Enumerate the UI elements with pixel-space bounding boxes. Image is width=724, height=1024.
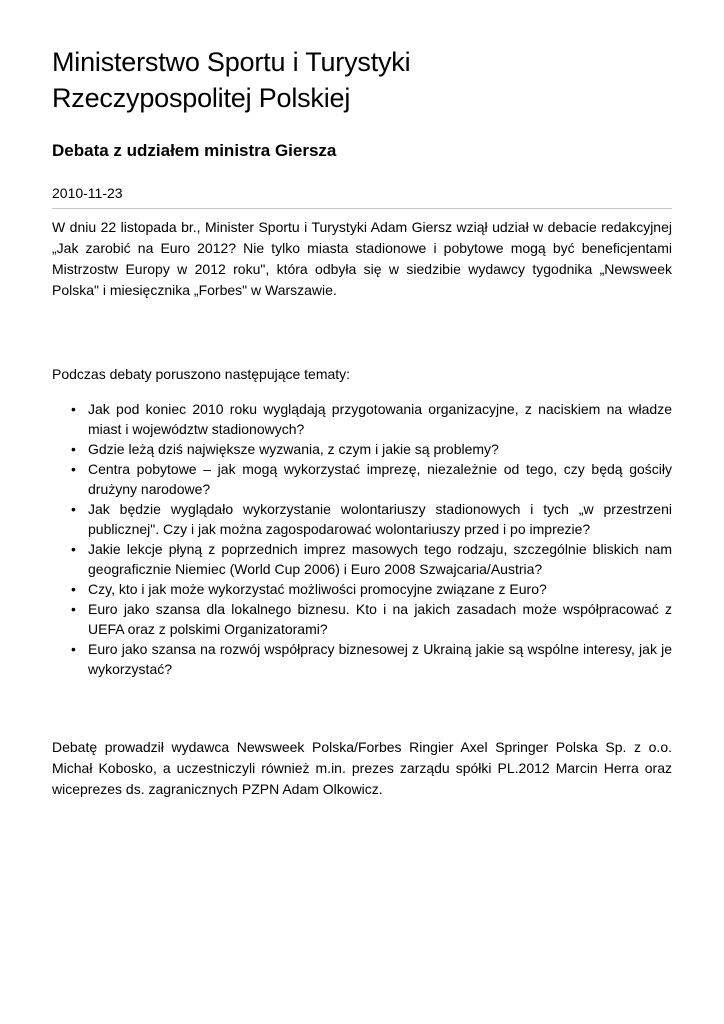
organization-title-line2: Rzeczypospolitej Polskiej (52, 83, 351, 113)
divider (52, 208, 672, 209)
list-item (71, 579, 672, 599)
list-item-text: Centra pobytowe – jak mogą wykorzystać imprezę, niezależnie od tego, czy będą gościły drużyny narodowe? (88, 461, 672, 497)
bullet-icon: • (71, 581, 76, 597)
intro-paragraph: W dniu 22 listopada br., Minister Sportu i Turystyki Adam Giersz wziął udział w debacie redakcyjnej „Jak zarobić na Euro 2012? Nie tylko miasta stadionowe i pobytowe mogą być beneficjentami Mistrzostw Europy w 2012 roku", która odbyła się w siedzibie wydawcy tygodnika „Newsweek Polska" i miesięcznika „Forbes" w Warszawie. (52, 219, 672, 298)
list-item (71, 639, 672, 679)
bullet-icon: • (71, 501, 76, 517)
list-item (71, 459, 672, 499)
topics-intro: Podczas debaty poruszono następujące tematy: (52, 366, 351, 382)
list-item-text: Jakie lekcje płyną z poprzednich imprez masowych tego rodzaju, szczególnie bliskich nam geograficznie Niemiec (World Cup 2006) i Euro 2008 Szwajcaria/Austria? (88, 541, 672, 577)
list-item-text: Gdzie leżą dziś największe wyzwania, z czym i jakie są problemy? (88, 441, 499, 457)
list-item (71, 539, 672, 579)
list-item-text: Jak pod koniec 2010 roku wyglądają przygotowania organizacyjne, z naciskiem na władze miast i województw stadionowych? (88, 401, 672, 437)
organization-title-line1: Ministerstwo Sportu i Turystyki (52, 47, 411, 77)
bullet-icon: • (71, 541, 76, 557)
closing-paragraph: Debatę prowadził wydawca Newsweek Polska/Forbes Ringier Axel Springer Polska Sp. z o.o. Michał Kobosko, a uczestniczyli również m.in. prezes zarządu spółki PL.2012 Marcin Herra oraz wiceprezes ds. zagranicznych PZPN Adam Olkowicz. (52, 739, 672, 797)
list-item-text: Jak będzie wyglądało wykorzystanie wolontariuszy stadionowych i tych „w przestrzeni publicznej". Czy i jak można zagospodarować wolontariuszy przed i po imprezie? (88, 501, 672, 537)
article-date: 2010-11-23 (52, 185, 123, 201)
organization-title (52, 44, 672, 116)
list-item-text: Euro jako szansa na rozwój współpracy biznesowej z Ukrainą jakie są wspólne interesy, jak je wykorzystać? (88, 641, 672, 677)
list-item (71, 439, 672, 459)
topics-list (52, 399, 672, 679)
list-item-text: Euro jako szansa dla lokalnego biznesu. Kto i na jakich zasadach może współpracować z UEFA oraz z polskimi Organizatorami? (88, 601, 672, 637)
article-title: Debata z udziałem ministra Giersza (52, 141, 337, 160)
list-item (71, 599, 672, 639)
document-page (52, 44, 672, 800)
bullet-icon: • (71, 641, 76, 657)
bullet-icon: • (71, 601, 76, 617)
bullet-icon: • (71, 441, 76, 457)
list-item (71, 499, 672, 539)
list-item-text: Czy, kto i jak może wykorzystać możliwości promocyjne związane z Euro? (88, 581, 547, 597)
list-item (71, 399, 672, 439)
bullet-icon: • (71, 401, 76, 417)
bullet-icon: • (71, 461, 76, 477)
